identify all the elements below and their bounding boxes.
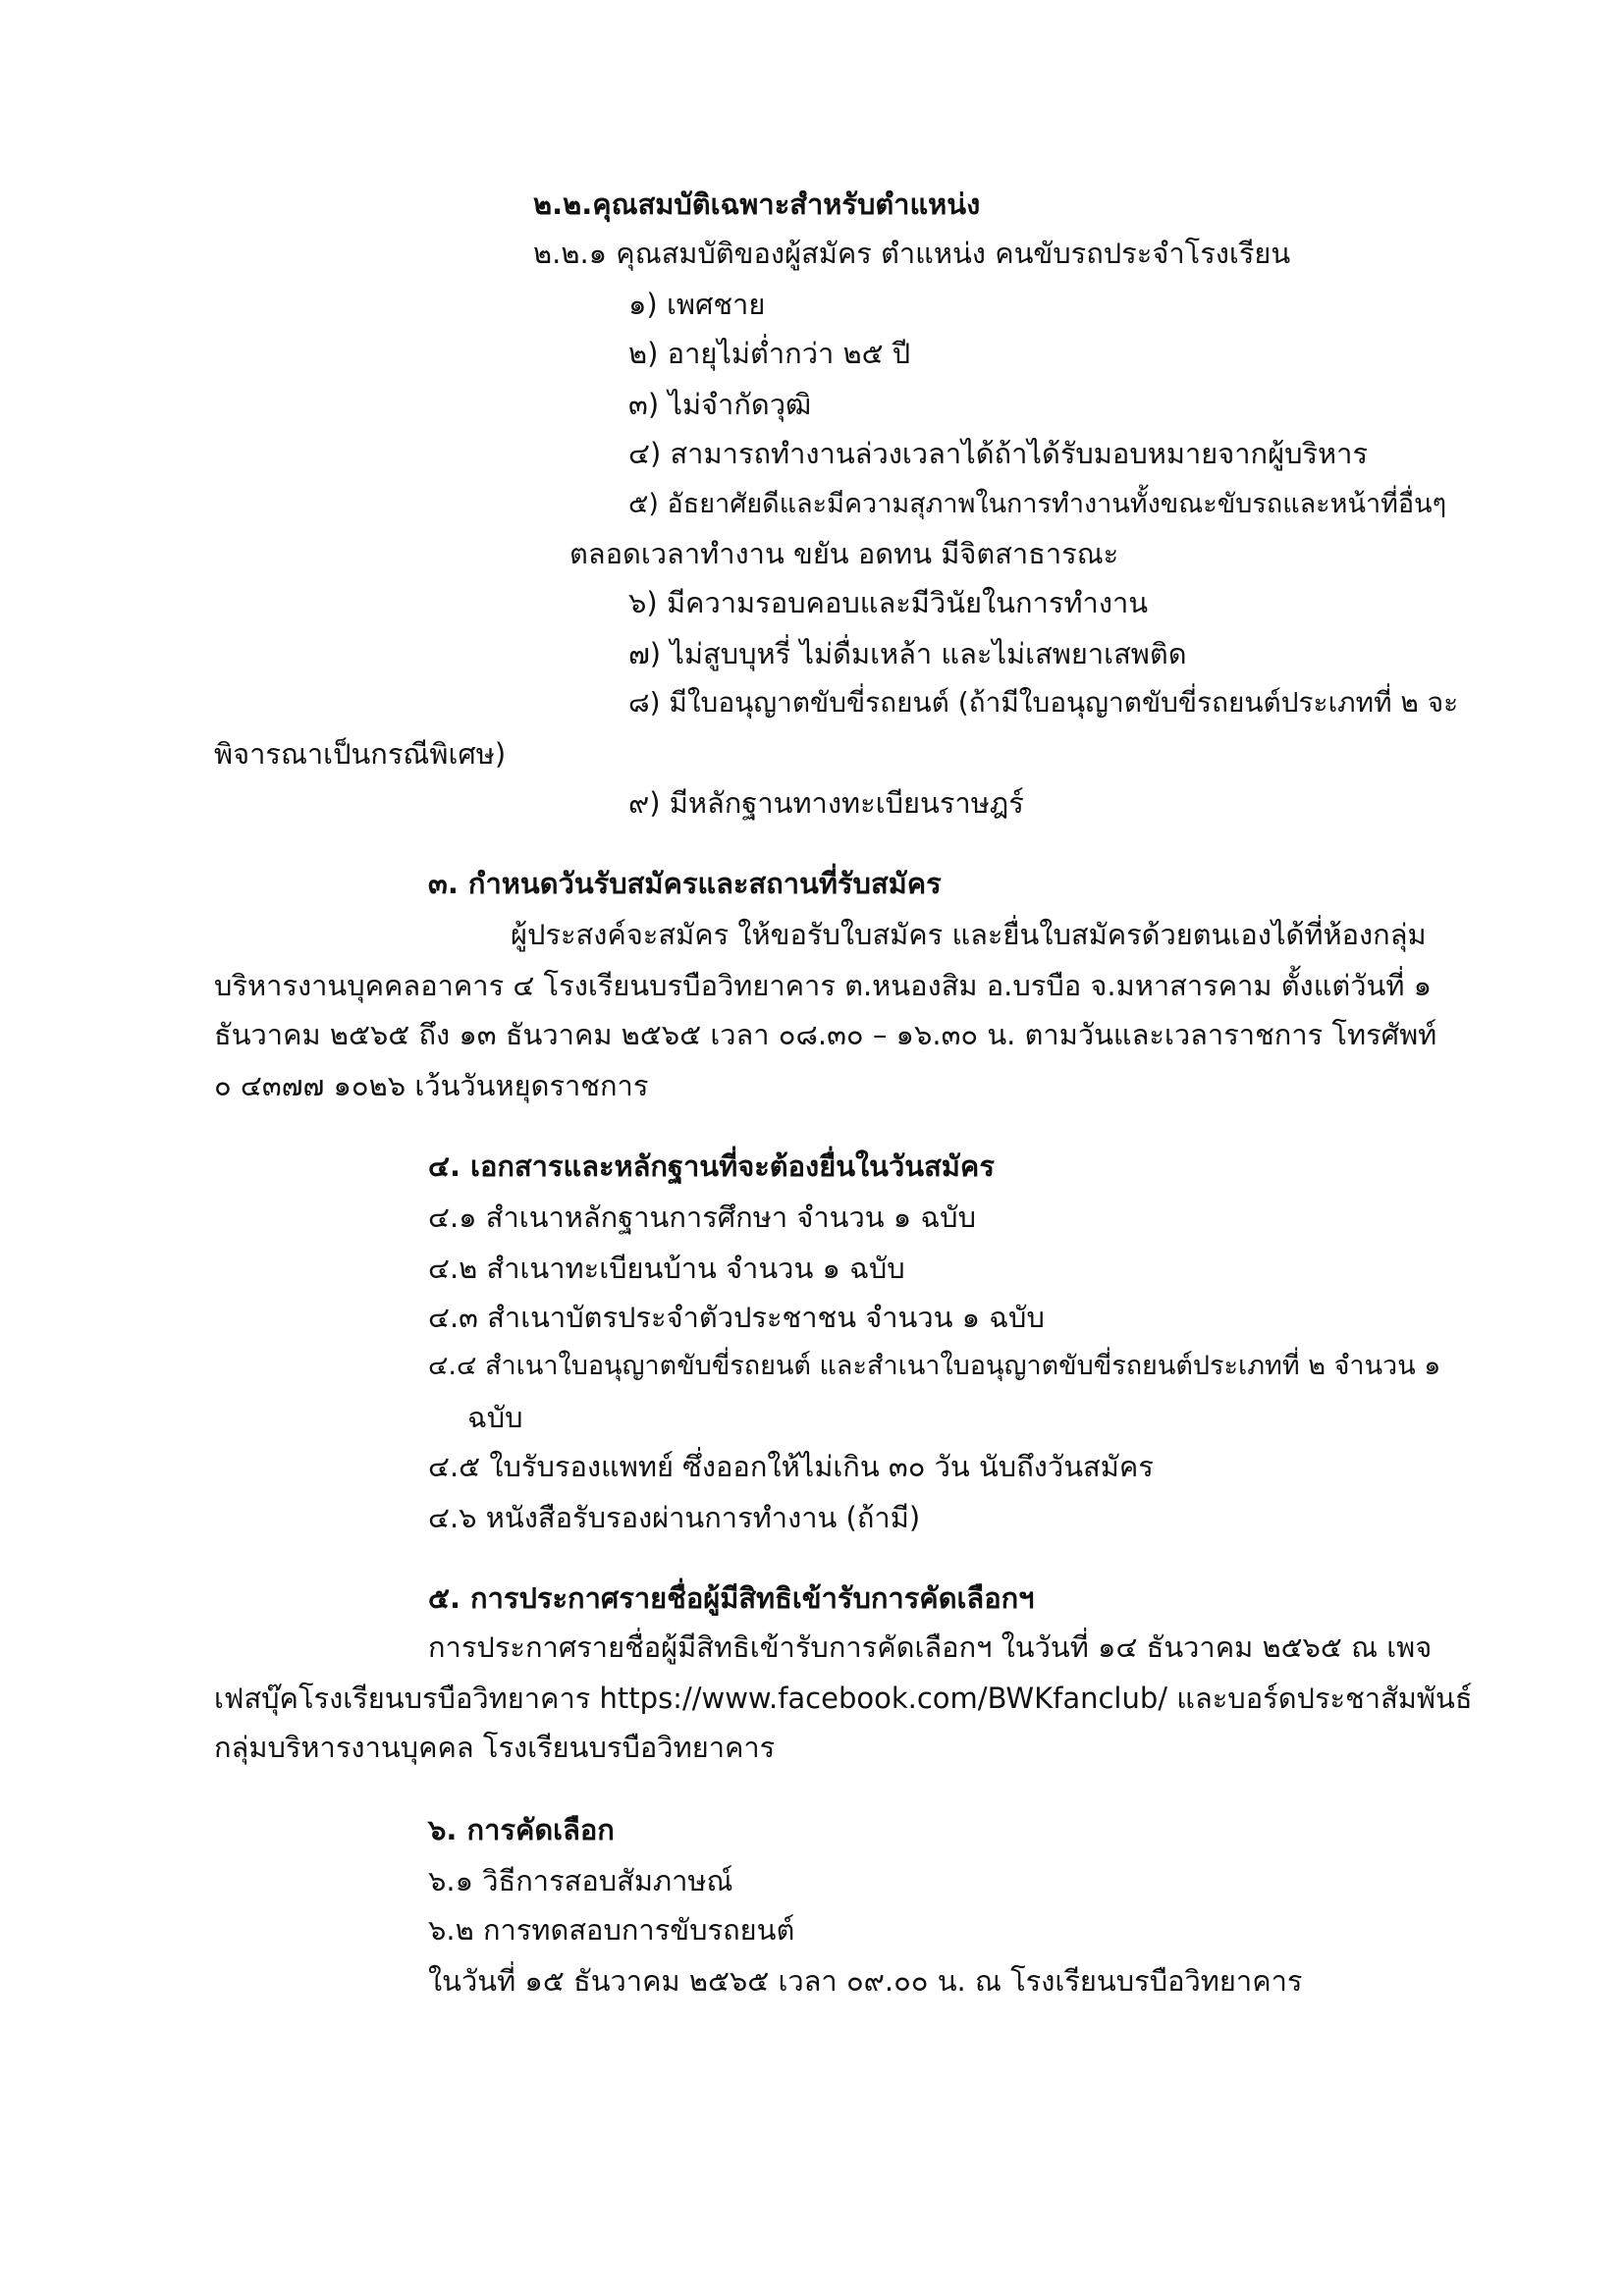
qualification-item-3: ๓) ไม่จำกัดวุฒิ bbox=[628, 388, 812, 421]
section-2-2-heading: ๒.๒.คุณสมบัติเฉพาะสำหรับตำแหน่ง bbox=[533, 187, 981, 221]
section-3-line-2: บริหารงานบุคคลอาคาร ๔ โรงเรียนบรบือวิทยาคาร ต.หนองสิม อ.บรบือ จ.มหาสารคาม ตั้งแต่วันที่ ๑ bbox=[214, 969, 1433, 1002]
document-item-4-3: ๔.๓ สำเนาบัตรประจำตัวประชาชน จำนวน ๑ ฉบับ bbox=[428, 1301, 1045, 1334]
qualification-item-1: ๑) เพศชาย bbox=[628, 288, 766, 321]
section-3-heading: ๓. กำหนดวันรับสมัครและสถานที่รับสมัคร bbox=[428, 867, 942, 900]
document-item-4-4: ๔.๔ สำเนาใบอนุญาตขับขี่รถยนต์ และสำเนาใบอนุญาตขับขี่รถยนต์ประเภทที่ ๒ จำนวน ๑ bbox=[428, 1351, 1441, 1381]
qualification-item-8: ๘) มีใบอนุญาตขับขี่รถยนต์ (ถ้ามีใบอนุญาตขับขี่รถยนต์ประเภทที่ ๒ จะ bbox=[628, 686, 1459, 719]
selection-item-6-2: ๖.๒ การทดสอบการขับรถยนต์ bbox=[428, 1913, 795, 1947]
qualification-item-8-continued: พิจารณาเป็นกรณีพิเศษ) bbox=[214, 737, 507, 771]
document-item-4-1: ๔.๑ สำเนาหลักฐานการศึกษา จำนวน ๑ ฉบับ bbox=[428, 1201, 976, 1234]
qualification-item-6: ๖) มีความรอบคอบและมีวินัยในการทำงาน bbox=[628, 586, 1149, 619]
section-5-line-2: เฟสบุ๊คโรงเรียนบรบือวิทยาคาร https://www.facebook.com/BWKfanclub/ และบอร์ดประชาสัมพันธ์ bbox=[214, 1682, 1473, 1715]
selection-item-6-1: ๖.๑ วิธีการสอบสัมภาษณ์ bbox=[428, 1864, 733, 1897]
qualification-item-4: ๔) สามารถทำงานล่วงเวลาได้ถ้าได้รับมอบหมายจากผู้บริหาร bbox=[628, 437, 1369, 470]
document-item-4-6: ๔.๖ หนังสือรับรองผ่านการทำงาน (ถ้ามี) bbox=[428, 1501, 921, 1534]
section-5-line-3: กลุ่มบริหารงานบุคคล โรงเรียนบรบือวิทยาคาร bbox=[214, 1731, 776, 1764]
section-6-heading: ๖. การคัดเลือก bbox=[428, 1813, 615, 1846]
section-5-heading: ๕. การประกาศรายชื่อผู้มีสิทธิเข้ารับการคัดเลือกฯ bbox=[428, 1581, 1035, 1615]
section-4-heading: ๔. เอกสารและหลักฐานที่จะต้องยื่นในวันสมัคร bbox=[428, 1149, 995, 1183]
section-5-line-1: การประกาศรายชื่อผู้มีสิทธิเข้ารับการคัดเลือกฯ ในวันที่ ๑๔ ธันวาคม ๒๕๖๕ ณ เพจ bbox=[428, 1630, 1433, 1664]
qualification-item-7: ๗) ไม่สูบบุหรี่ ไม่ดื่มเหล้า และไม่เสพยาเสพติด bbox=[628, 637, 1187, 670]
document-item-4-2: ๔.๒ สำเนาทะเบียนบ้าน จำนวน ๑ ฉบับ bbox=[428, 1252, 905, 1285]
document-item-4-5: ๔.๕ ใบรับรองแพทย์ ซึ่งออกให้ไม่เกิน ๓๐ วัน นับถึงวันสมัคร bbox=[428, 1450, 1154, 1483]
qualification-item-5: ๕) อัธยาศัยดีและมีความสุภาพในการทำงานทั้งขณะขับรถและหน้าที่อื่นๆ bbox=[628, 489, 1447, 519]
document-item-4-4-continued: ฉบับ bbox=[467, 1401, 523, 1434]
section-3-line-1: ผู้ประสงค์จะสมัคร ให้ขอรับใบสมัคร และยื่นใบสมัครด้วยตนเองได้ที่ห้องกลุ่ม bbox=[511, 918, 1427, 951]
section-2-2-1-subheading: ๒.๒.๑ คุณสมบัติของผู้สมัคร ตำแหน่ง คนขับรถประจำโรงเรียน bbox=[533, 237, 1291, 270]
qualification-item-5-continued: ตลอดเวลาทำงาน ขยัน อดทน มีจิตสาธารณะ bbox=[569, 537, 1119, 570]
qualification-item-9: ๙) มีหลักฐานทางทะเบียนราษฎร์ bbox=[628, 786, 1024, 820]
selection-date-line: ในวันที่ ๑๕ ธันวาคม ๒๕๖๕ เวลา ๐๙.๐๐ น. ณ โรงเรียนบรบือวิทยาคาร bbox=[428, 1964, 1303, 1998]
section-3-line-3: ธันวาคม ๒๕๖๕ ถึง ๑๓ ธันวาคม ๒๕๖๕ เวลา ๐๘.๓๐ – ๑๖.๓๐ น. ตามวันและเวลาราชการ โทรศัพท์ bbox=[214, 1018, 1437, 1051]
qualification-item-2: ๒) อายุไม่ต่ำกว่า ๒๕ ปี bbox=[628, 337, 911, 370]
section-3-line-4: ๐ ๔๓๗๗ ๑๐๒๖ เว้นวันหยุดราชการ bbox=[214, 1069, 649, 1102]
